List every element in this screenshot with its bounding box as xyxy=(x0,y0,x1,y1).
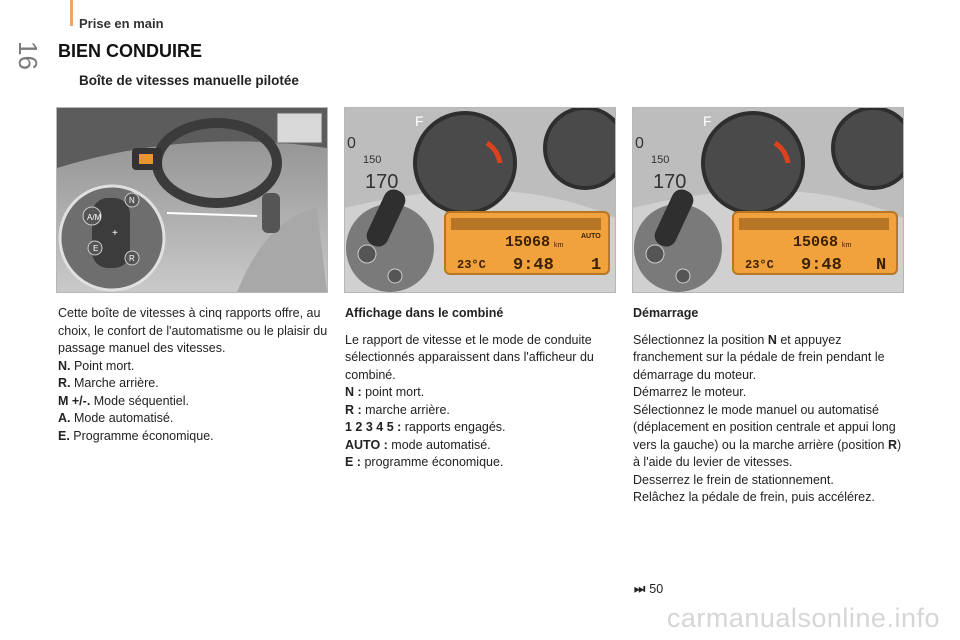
subtitle: Boîte de vitesses manuelle pilotée xyxy=(79,73,299,88)
lever-label-n: N xyxy=(129,196,135,205)
column-start xyxy=(633,305,903,507)
list-item: R : marche arrière. xyxy=(345,402,450,417)
gauge-150: 150 xyxy=(651,154,670,166)
lever-label-e: E xyxy=(93,244,99,253)
fuel-letter: F xyxy=(703,113,712,129)
paragraph: Démarrez le moteur. xyxy=(633,385,747,399)
column-intro xyxy=(58,305,328,445)
gauge-zero: 0 xyxy=(347,135,356,152)
lever-label-r: R xyxy=(129,254,135,263)
intro-text: Cette boîte de vitesses à cinq rapports offre, au choix, le confort de l'automatisme ou le plaisir du passage manuel des vitesses. xyxy=(58,306,328,355)
page-number: 16 xyxy=(13,41,43,70)
list-item: E. Programme économique. xyxy=(58,428,214,443)
interior-photo xyxy=(56,107,328,293)
mode-auto: AUTO xyxy=(581,233,601,240)
list-item: 1 2 3 4 5 : rapports engagés. xyxy=(345,420,506,434)
odometer-unit: km xyxy=(842,242,852,249)
gauge-zero: 0 xyxy=(635,135,644,152)
page-reference-link[interactable] xyxy=(634,582,663,597)
clock: 9:48 xyxy=(801,256,842,275)
list-item: N : point mort. xyxy=(345,385,425,399)
paragraph: Relâchez la pédale de frein, puis accélérez. xyxy=(633,490,875,504)
column-display xyxy=(345,305,615,472)
lever-label-plus: + xyxy=(112,228,118,239)
odometer-unit: km xyxy=(554,242,564,249)
header-accent-bar xyxy=(70,0,73,26)
next-page-icon: ⏭ xyxy=(634,582,646,596)
watermark: carmanualsonline.info xyxy=(666,603,940,633)
paragraph: Sélectionnez la position N et appuyez franchement sur la pédale de frein pendant le démarrage du moteur. xyxy=(633,332,885,382)
list-item: E : programme économique. xyxy=(345,455,504,469)
gauge-170: 170 xyxy=(365,171,399,193)
page-reference-number: 50 xyxy=(649,582,664,596)
gear-display: N xyxy=(876,256,887,275)
intro-text: Le rapport de vitesse et le mode de conduite sélectionnés apparaissent dans l'afficheur du combiné. xyxy=(345,332,594,382)
column-heading: Affichage dans le combiné xyxy=(345,306,504,320)
list-item: N. Point mort. xyxy=(58,358,135,373)
section-header: Prise en main xyxy=(79,16,164,31)
chapter-title: BIEN CONDUIRE xyxy=(58,41,203,61)
temperature: 23°C xyxy=(457,258,486,272)
temperature: 23°C xyxy=(745,258,774,272)
paragraph: Sélectionnez le mode manuel ou automatisé (déplacement en position centrale et appui long vers la gauche) ou la marche arrière (position R) à l'aide du levier de vitesses. xyxy=(633,402,902,469)
clock: 9:48 xyxy=(513,256,554,275)
gauge-170: 170 xyxy=(653,171,687,193)
list-item: A. Mode automatisé. xyxy=(58,411,174,425)
list-item: M +/-. Mode séquentiel. xyxy=(58,393,189,408)
gauge-150: 150 xyxy=(363,154,382,166)
odometer: 15068 xyxy=(505,234,551,251)
paragraph: Desserrez le frein de stationnement. xyxy=(633,472,834,487)
list-item: AUTO : mode automatisé. xyxy=(345,437,491,452)
cluster-photo-auto xyxy=(344,107,616,293)
lever-label-am: A/M xyxy=(87,213,102,222)
gear-display: 1 xyxy=(591,256,602,275)
cluster-photo-neutral xyxy=(632,107,904,293)
list-item: R. Marche arrière. xyxy=(58,376,159,390)
column-heading: Démarrage xyxy=(633,306,699,320)
fuel-letter: F xyxy=(415,113,424,129)
odometer: 15068 xyxy=(793,234,839,251)
